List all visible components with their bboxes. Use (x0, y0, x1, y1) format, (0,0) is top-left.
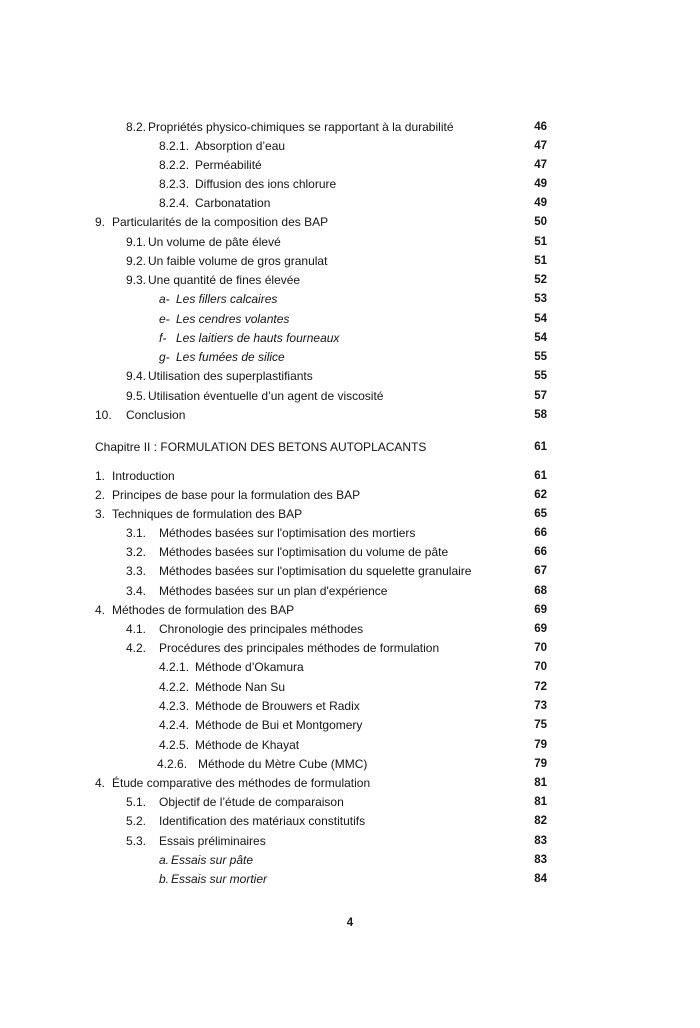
toc-entry-title: Absorption d’eau (195, 139, 286, 153)
toc-entry-number: g- (159, 350, 170, 364)
toc-entry-title: Un volume de pâte élevé (148, 235, 281, 249)
toc-entry-title: Introduction (112, 469, 175, 483)
toc-entry-title: Procédures des principales méthodes de formulation (159, 641, 440, 655)
toc-entry-title: Conclusion (126, 408, 186, 422)
toc-entry-page: 49 (534, 197, 547, 209)
toc-entry-page: 46 (534, 121, 547, 133)
toc-entry-number: 9.3. (126, 273, 147, 287)
toc-entry-title: Essais sur mortier (171, 872, 268, 886)
toc-entry-title: Techniques de formulation des BAP (112, 507, 303, 521)
toc-entry-title: Essais sur pâte (171, 853, 254, 867)
toc-entry-page: 47 (534, 159, 547, 171)
toc-entry-title: Méthode Nan Su (195, 680, 286, 694)
toc-entry-page: 61 (534, 441, 547, 453)
toc-entry-number: a. (159, 853, 170, 867)
toc-entry[interactable] (0, 736, 700, 754)
toc-entry[interactable] (0, 348, 700, 366)
toc-entry-title: Une quantité de fines élevée (148, 273, 301, 287)
toc-entry[interactable] (0, 870, 700, 888)
page-number: 4 (346, 917, 354, 929)
toc-entry-page: 52 (534, 274, 547, 286)
toc-entry-page: 61 (534, 470, 547, 482)
toc-entry-page: 49 (534, 178, 547, 190)
toc-entry-title: Utilisation éventuelle d’un agent de viscosité (148, 389, 384, 403)
toc-entry-number: 9.4. (126, 369, 147, 383)
toc-entry-number: f- (159, 331, 167, 345)
toc-entry-number: 1. (95, 469, 106, 483)
toc-entry-title: Carbonatation (195, 196, 271, 210)
toc-entry[interactable] (0, 774, 700, 792)
toc-entry[interactable] (0, 658, 700, 676)
toc-entry-title: Chapitre II : FORMULATION DES BETONS AUTOPLACANTS (95, 440, 427, 454)
toc-entry-number: 4.2.5. (159, 738, 190, 752)
toc-entry[interactable] (0, 851, 700, 869)
toc-entry-page: 81 (534, 777, 547, 789)
toc-entry[interactable] (0, 812, 700, 830)
toc-entry-page: 84 (534, 873, 547, 885)
toc-entry-number: 3. (95, 507, 106, 521)
toc-entry-page: 75 (534, 719, 547, 731)
toc-entry-page: 65 (534, 508, 547, 520)
toc-entry[interactable] (0, 543, 700, 561)
toc-entry-title: Perméabilité (195, 158, 262, 172)
toc-entry-title: Utilisation des superplastifiants (148, 369, 313, 383)
toc-entry-page: 73 (534, 700, 547, 712)
toc-entry-title: Propriétés physico-chimiques se rapportant à la durabilité (148, 120, 454, 134)
toc-entry-number: e- (159, 312, 170, 326)
toc-entry-number: 5.1. (126, 795, 147, 809)
toc-entry[interactable] (0, 639, 700, 657)
toc-entry-page: 47 (534, 140, 547, 152)
toc-entry-page: 66 (534, 527, 547, 539)
toc-entry-number: 4.1. (126, 622, 147, 636)
toc-entry[interactable] (0, 252, 700, 270)
toc-entry-title: Méthode du Mètre Cube (MMC) (198, 757, 368, 771)
toc-entry-title: Essais préliminaires (159, 834, 266, 848)
toc-entry[interactable] (0, 137, 700, 155)
toc-entry[interactable] (0, 832, 700, 850)
toc-entry[interactable] (0, 213, 700, 231)
toc-entry-title: Les cendres volantes (176, 312, 290, 326)
toc-entry-number: 8.2.4. (159, 196, 190, 210)
toc-entry-title: Les fumées de silice (176, 350, 285, 364)
toc-entry-page: 68 (534, 585, 547, 597)
toc-entry-page: 51 (534, 236, 547, 248)
toc-entry-page: 53 (534, 293, 547, 305)
toc-entry-number: 10. (95, 408, 112, 422)
toc-entry-number: 3.2. (126, 545, 147, 559)
toc-entry[interactable] (0, 406, 700, 424)
toc-entry-page: 69 (534, 623, 547, 635)
toc-entry-number: a- (159, 292, 170, 306)
toc-entry-number: 3.1. (126, 526, 147, 540)
toc-entry-page: 51 (534, 255, 547, 267)
toc-entry-page: 62 (534, 489, 547, 501)
toc-entry-number: 4.2.6. (157, 757, 188, 771)
toc-entry-title: Méthode d’Okamura (195, 660, 304, 674)
toc-entry-number: 4.2.1. (159, 660, 190, 674)
toc-entry-number: b. (159, 872, 170, 886)
toc-entry[interactable] (0, 793, 700, 811)
toc-entry[interactable] (0, 118, 700, 136)
toc-entry-number: 5.2. (126, 814, 147, 828)
toc-entry-page: 79 (534, 758, 547, 770)
toc-entry-title: Particularités de la composition des BAP (112, 215, 329, 229)
toc-entry-title: Les laitiers de hauts fourneaux (176, 331, 340, 345)
toc-entry-page: 54 (534, 313, 547, 325)
toc-entry-page: 83 (534, 854, 547, 866)
toc-entry[interactable] (0, 467, 700, 485)
toc-entry[interactable] (0, 562, 700, 580)
toc-entry-page: 72 (534, 681, 547, 693)
toc-entry-title: Étude comparative des méthodes de formulation (112, 776, 371, 790)
toc-entry-title: Méthode de Brouwers et Radix (195, 699, 360, 713)
toc-entry-number: 8.2. (126, 120, 147, 134)
toc-entry[interactable] (0, 271, 700, 289)
toc-entry[interactable] (0, 175, 700, 193)
toc-entry-title: Méthode de Khayat (195, 738, 300, 752)
toc-entry-title: Les fillers calcaires (176, 292, 278, 306)
toc-entry[interactable] (0, 367, 700, 385)
toc-entry[interactable] (0, 582, 700, 600)
toc-entry-page: 55 (534, 370, 547, 382)
toc-entry-number: 4.2.4. (159, 718, 190, 732)
toc-entry-number: 9. (95, 215, 106, 229)
toc-entry-page: 58 (534, 409, 547, 421)
toc-entry-page: 67 (534, 565, 547, 577)
toc-entry[interactable] (0, 194, 700, 212)
toc-entry-page: 70 (534, 642, 547, 654)
toc-entry-title: Diffusion des ions chlorure (195, 177, 337, 191)
toc-entry-number: 9.5. (126, 389, 147, 403)
toc-entry-page: 81 (534, 796, 547, 808)
toc-entry[interactable] (0, 505, 700, 523)
toc-entry-number: 4.2.3. (159, 699, 190, 713)
toc-entry-page: 69 (534, 604, 547, 616)
toc-entry-title: Méthodes basées sur l'optimisation du squelette granulaire (159, 564, 472, 578)
toc-entry-number: 8.2.3. (159, 177, 190, 191)
toc-entry-number: 3.3. (126, 564, 147, 578)
toc-entry-page: 70 (534, 661, 547, 673)
toc-entry-number: 8.2.1. (159, 139, 190, 153)
toc-entry-page: 83 (534, 835, 547, 847)
toc-entry-title: Chronologie des principales méthodes (159, 622, 364, 636)
toc-entry-number: 4. (95, 776, 106, 790)
toc-entry[interactable] (0, 486, 700, 504)
toc-entry-title: Méthode de Bui et Montgomery (195, 718, 363, 732)
toc-entry[interactable] (0, 697, 700, 715)
toc-entry-title: Méthodes basées sur l'optimisation des mortiers (159, 526, 416, 540)
toc-entry[interactable] (0, 329, 700, 347)
toc-entry[interactable] (0, 438, 700, 456)
toc-entry-page: 57 (534, 390, 547, 402)
toc-entry[interactable] (0, 524, 700, 542)
toc-entry[interactable] (0, 290, 700, 308)
toc-entry[interactable] (0, 156, 700, 174)
toc-entry-title: Méthodes basées sur un plan d'expérience (159, 584, 388, 598)
toc-entry-title: Un faible volume de gros granulat (148, 254, 328, 268)
toc-entry-page: 54 (534, 332, 547, 344)
toc-entry-number: 3.4. (126, 584, 147, 598)
toc-entry-title: Méthodes de formulation des BAP (112, 603, 295, 617)
toc-entry[interactable] (0, 678, 700, 696)
toc-entry[interactable] (0, 716, 700, 734)
toc-entry[interactable] (0, 601, 700, 619)
toc-entry-page: 79 (534, 739, 547, 751)
toc-entry-page: 50 (534, 216, 547, 228)
toc-entry-page: 66 (534, 546, 547, 558)
toc-entry[interactable] (0, 310, 700, 328)
toc-entry-number: 4.2.2. (159, 680, 190, 694)
toc-entry[interactable] (0, 620, 700, 638)
toc-entry-title: Objectif de l’étude de comparaison (159, 795, 344, 809)
toc-entry-page: 82 (534, 815, 547, 827)
toc-entry-number: 5.3. (126, 834, 147, 848)
toc-entry-number: 2. (95, 488, 106, 502)
toc-entry-title: Méthodes basées sur l'optimisation du volume de pâte (159, 545, 449, 559)
toc-entry-number: 4. (95, 603, 106, 617)
toc-entry-number: 8.2.2. (159, 158, 190, 172)
toc-entry[interactable] (0, 387, 700, 405)
toc-entry-page: 55 (534, 351, 547, 363)
toc-entry-number: 9.1. (126, 235, 147, 249)
toc-entry-number: 9.2. (126, 254, 147, 268)
toc-entry[interactable] (0, 755, 700, 773)
toc-entry-title: Principes de base pour la formulation des BAP (112, 488, 361, 502)
toc-entry[interactable] (0, 233, 700, 251)
toc-entry-number: 4.2. (126, 641, 147, 655)
toc-entry-title: Identification des matériaux constitutifs (159, 814, 366, 828)
